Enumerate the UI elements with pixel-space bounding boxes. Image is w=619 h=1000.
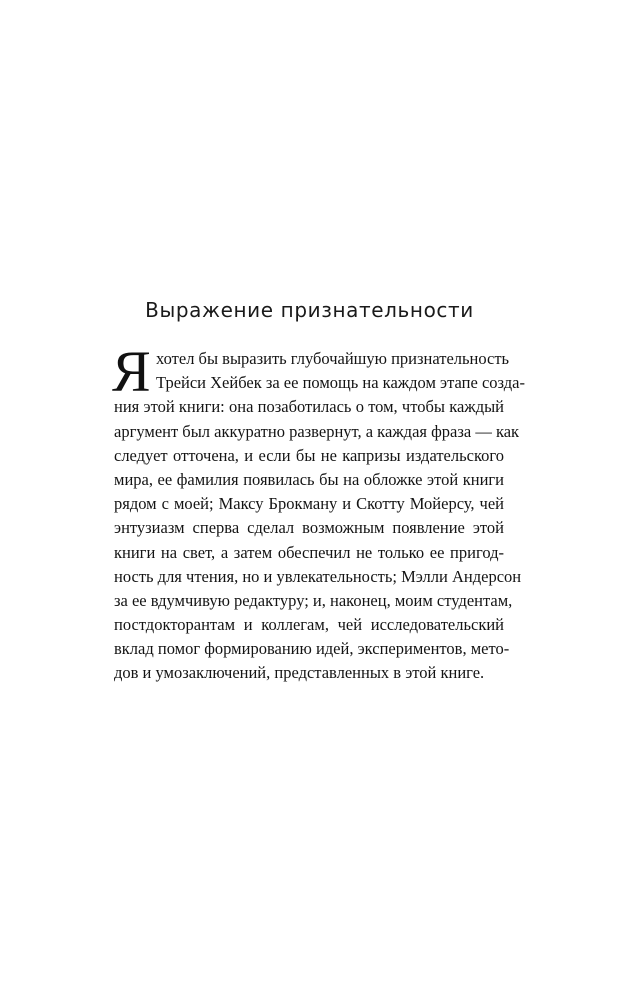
paragraph-line-3: ния этой книги: она позаботилась о том, чтобы каждый bbox=[114, 397, 504, 417]
paragraph-line-4: аргумент был аккуратно развернут, а каждая фраза — как bbox=[114, 421, 520, 441]
paragraph-line-8: энтузиазм сперва сделал возможным появление этой bbox=[114, 518, 504, 538]
paragraph-line-14: дов и умозаключений, представленных в этой книге. bbox=[114, 663, 485, 683]
paragraph-line-7: рядом с моей; Максу Брокману и Скотту Мойерсу, чей bbox=[114, 494, 504, 514]
paragraph-line-2: Трейси Хейбек за ее помощь на каждом этапе созда- bbox=[156, 373, 525, 393]
paragraph-line-13: вклад помог формированию идей, экспериментов, мето- bbox=[114, 639, 510, 659]
paragraph-line-11: за ее вдумчивую редактуру; и, наконец, моим студентам, bbox=[114, 590, 513, 610]
paragraph-line-1: хотел бы выразить глубочайшую признательность bbox=[156, 349, 510, 368]
drop-cap: Я bbox=[112, 339, 151, 404]
acknowledgements-paragraph bbox=[112, 339, 525, 686]
paragraph-line-5: следует отточена, и если бы не капризы издательского bbox=[114, 445, 504, 465]
paragraph-line-6: мира, ее фамилия появилась бы на обложке этой книги bbox=[114, 469, 504, 489]
paragraph-line-9: книги на свет, а затем обеспечил не только ее пригод- bbox=[114, 542, 504, 562]
paragraph-line-12: постдокторантам и коллегам, чей исследовательский bbox=[114, 615, 504, 635]
section-heading: Выражение признательности bbox=[145, 298, 474, 322]
paragraph-line-10: ность для чтения, но и увлекательность; Мэлли Андерсон bbox=[114, 566, 522, 586]
